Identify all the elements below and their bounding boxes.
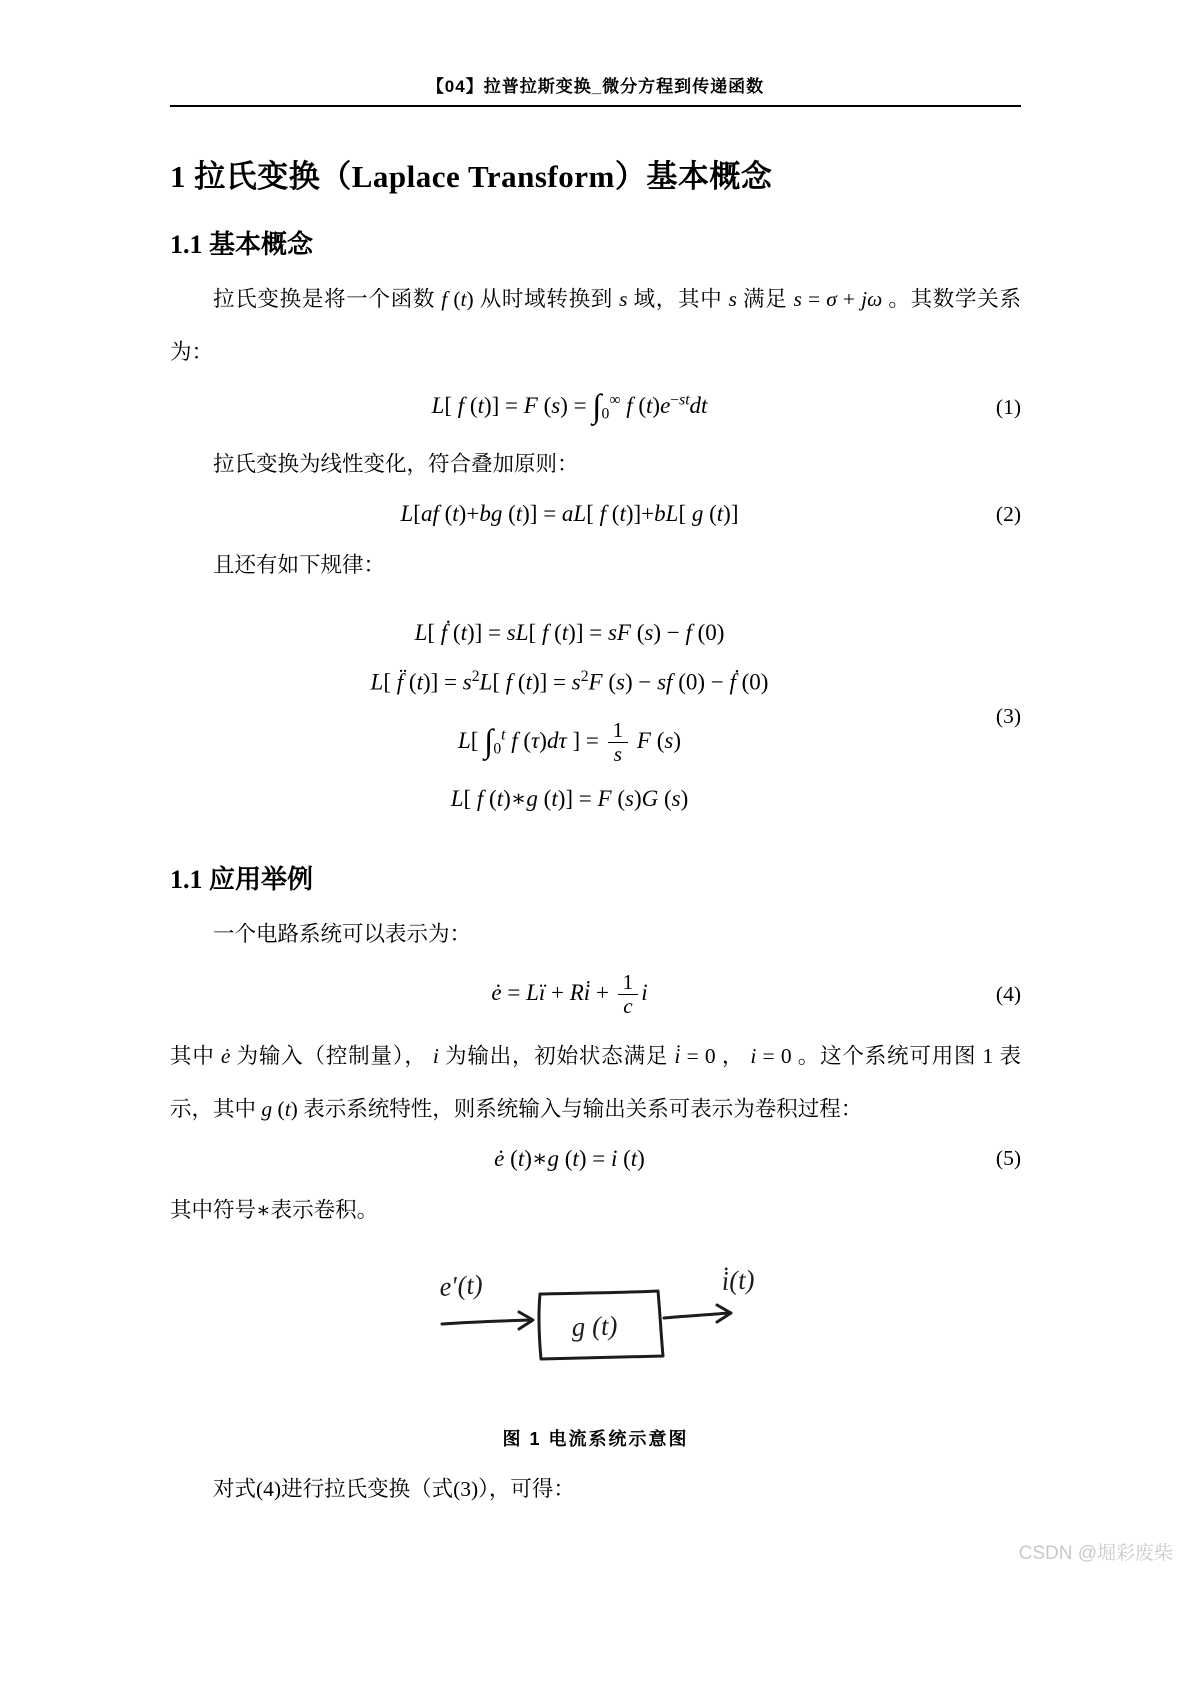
section-heading-example: 1.1 应用举例 [170, 865, 314, 895]
equation-1-row [170, 388, 1021, 426]
equation-3-number: (3) [995, 703, 1021, 728]
block-diagram [426, 1258, 766, 1398]
paragraph-system: 其中 ė 为输入（控制量）， i 为输出，初始状态满足 i̇ = 0 ， i = 0 。这个系统可用图 1 表示，其中 g (t) 表示系统特性，则系统输入与输出关系可表示为卷积过程： [170, 1044, 1021, 1121]
header-rule [170, 105, 1021, 107]
equation-3-line-1: L[ ḟ (t)] = sL[ f (t)] = sF (s) − f (0) [414, 619, 725, 645]
figure-1 [170, 1258, 1021, 1403]
equation-2: L[af (t)+bg (t)] = aL[ f (t)]+bL[ g (t)] [400, 501, 739, 527]
page-header-title: 【04】拉普拉斯变换_微分方程到传递函数 [426, 77, 765, 96]
paragraph-intro: 拉氏变换是将一个函数 f (t) 从时域转换到 s 域，其中 s 满足 s = σ + jω 。其数学关系为： [170, 287, 1021, 364]
equation-3-line-4: L[ f (t)∗g (t)] = F (s)G (s) [450, 786, 689, 812]
watermark: CSDN @堀彩废柴 [1018, 1543, 1173, 1564]
equation-1: L[ f (t)] = F $(s) = \int_0^\infty$ f $(t)e^{-st}dt$ [431, 388, 708, 426]
equation-4: ė = Lï + Ri̇ + $\frac{1}{c}$ i [491, 969, 648, 1019]
equation-3-line-2: L[ f̈ $(t)] = s^2L$[ f $(t)] = s^2F$ (s) − sf (0) − ḟ (0) [370, 668, 769, 696]
equation-4-row [170, 971, 1021, 1019]
paragraph-linearity: 拉氏变换为线性变化，符合叠加原则： [213, 452, 579, 477]
equation-3-line-3: L[ $\int_0^t$ f (τ)dτ ] = $\frac{1}{s}$ F (s) [457, 717, 682, 767]
equation-5: ė (t)∗g (t) = i (t) [494, 1145, 645, 1171]
equation-3-row [170, 602, 1021, 831]
document-title: 1 拉氏变换（Laplace Transform）基本概念 [170, 159, 773, 194]
figure-1-caption: 图 1 电流系统示意图 [502, 1429, 689, 1450]
equation-5-row [170, 1146, 1021, 1172]
section-heading-basics: 1.1 基本概念 [170, 230, 314, 259]
paragraph-convolution: 其中符号∗表示卷积。 [170, 1197, 379, 1222]
figure-output-label: i̇(t) [720, 1264, 755, 1297]
equation-2-number: (2) [995, 501, 1021, 526]
equation-3-group [170, 602, 969, 831]
paragraph-apply-transform: 对式(4)进行拉氏变换（式(3)），可得： [213, 1477, 575, 1502]
equation-1-number: (1) [995, 394, 1021, 419]
output-arrow [664, 1313, 728, 1318]
equation-2-row [170, 501, 1021, 527]
figure-input-label: e′(t) [437, 1269, 484, 1303]
input-arrow [442, 1320, 530, 1324]
figure-block-label: g (t) [570, 1310, 618, 1343]
equation-5-number: (5) [995, 1146, 1021, 1171]
paragraph-circuit: 一个电路系统可以表示为： [213, 922, 472, 947]
equation-4-number: (4) [995, 982, 1021, 1007]
paragraph-rules: 且还有如下规律： [213, 553, 386, 578]
